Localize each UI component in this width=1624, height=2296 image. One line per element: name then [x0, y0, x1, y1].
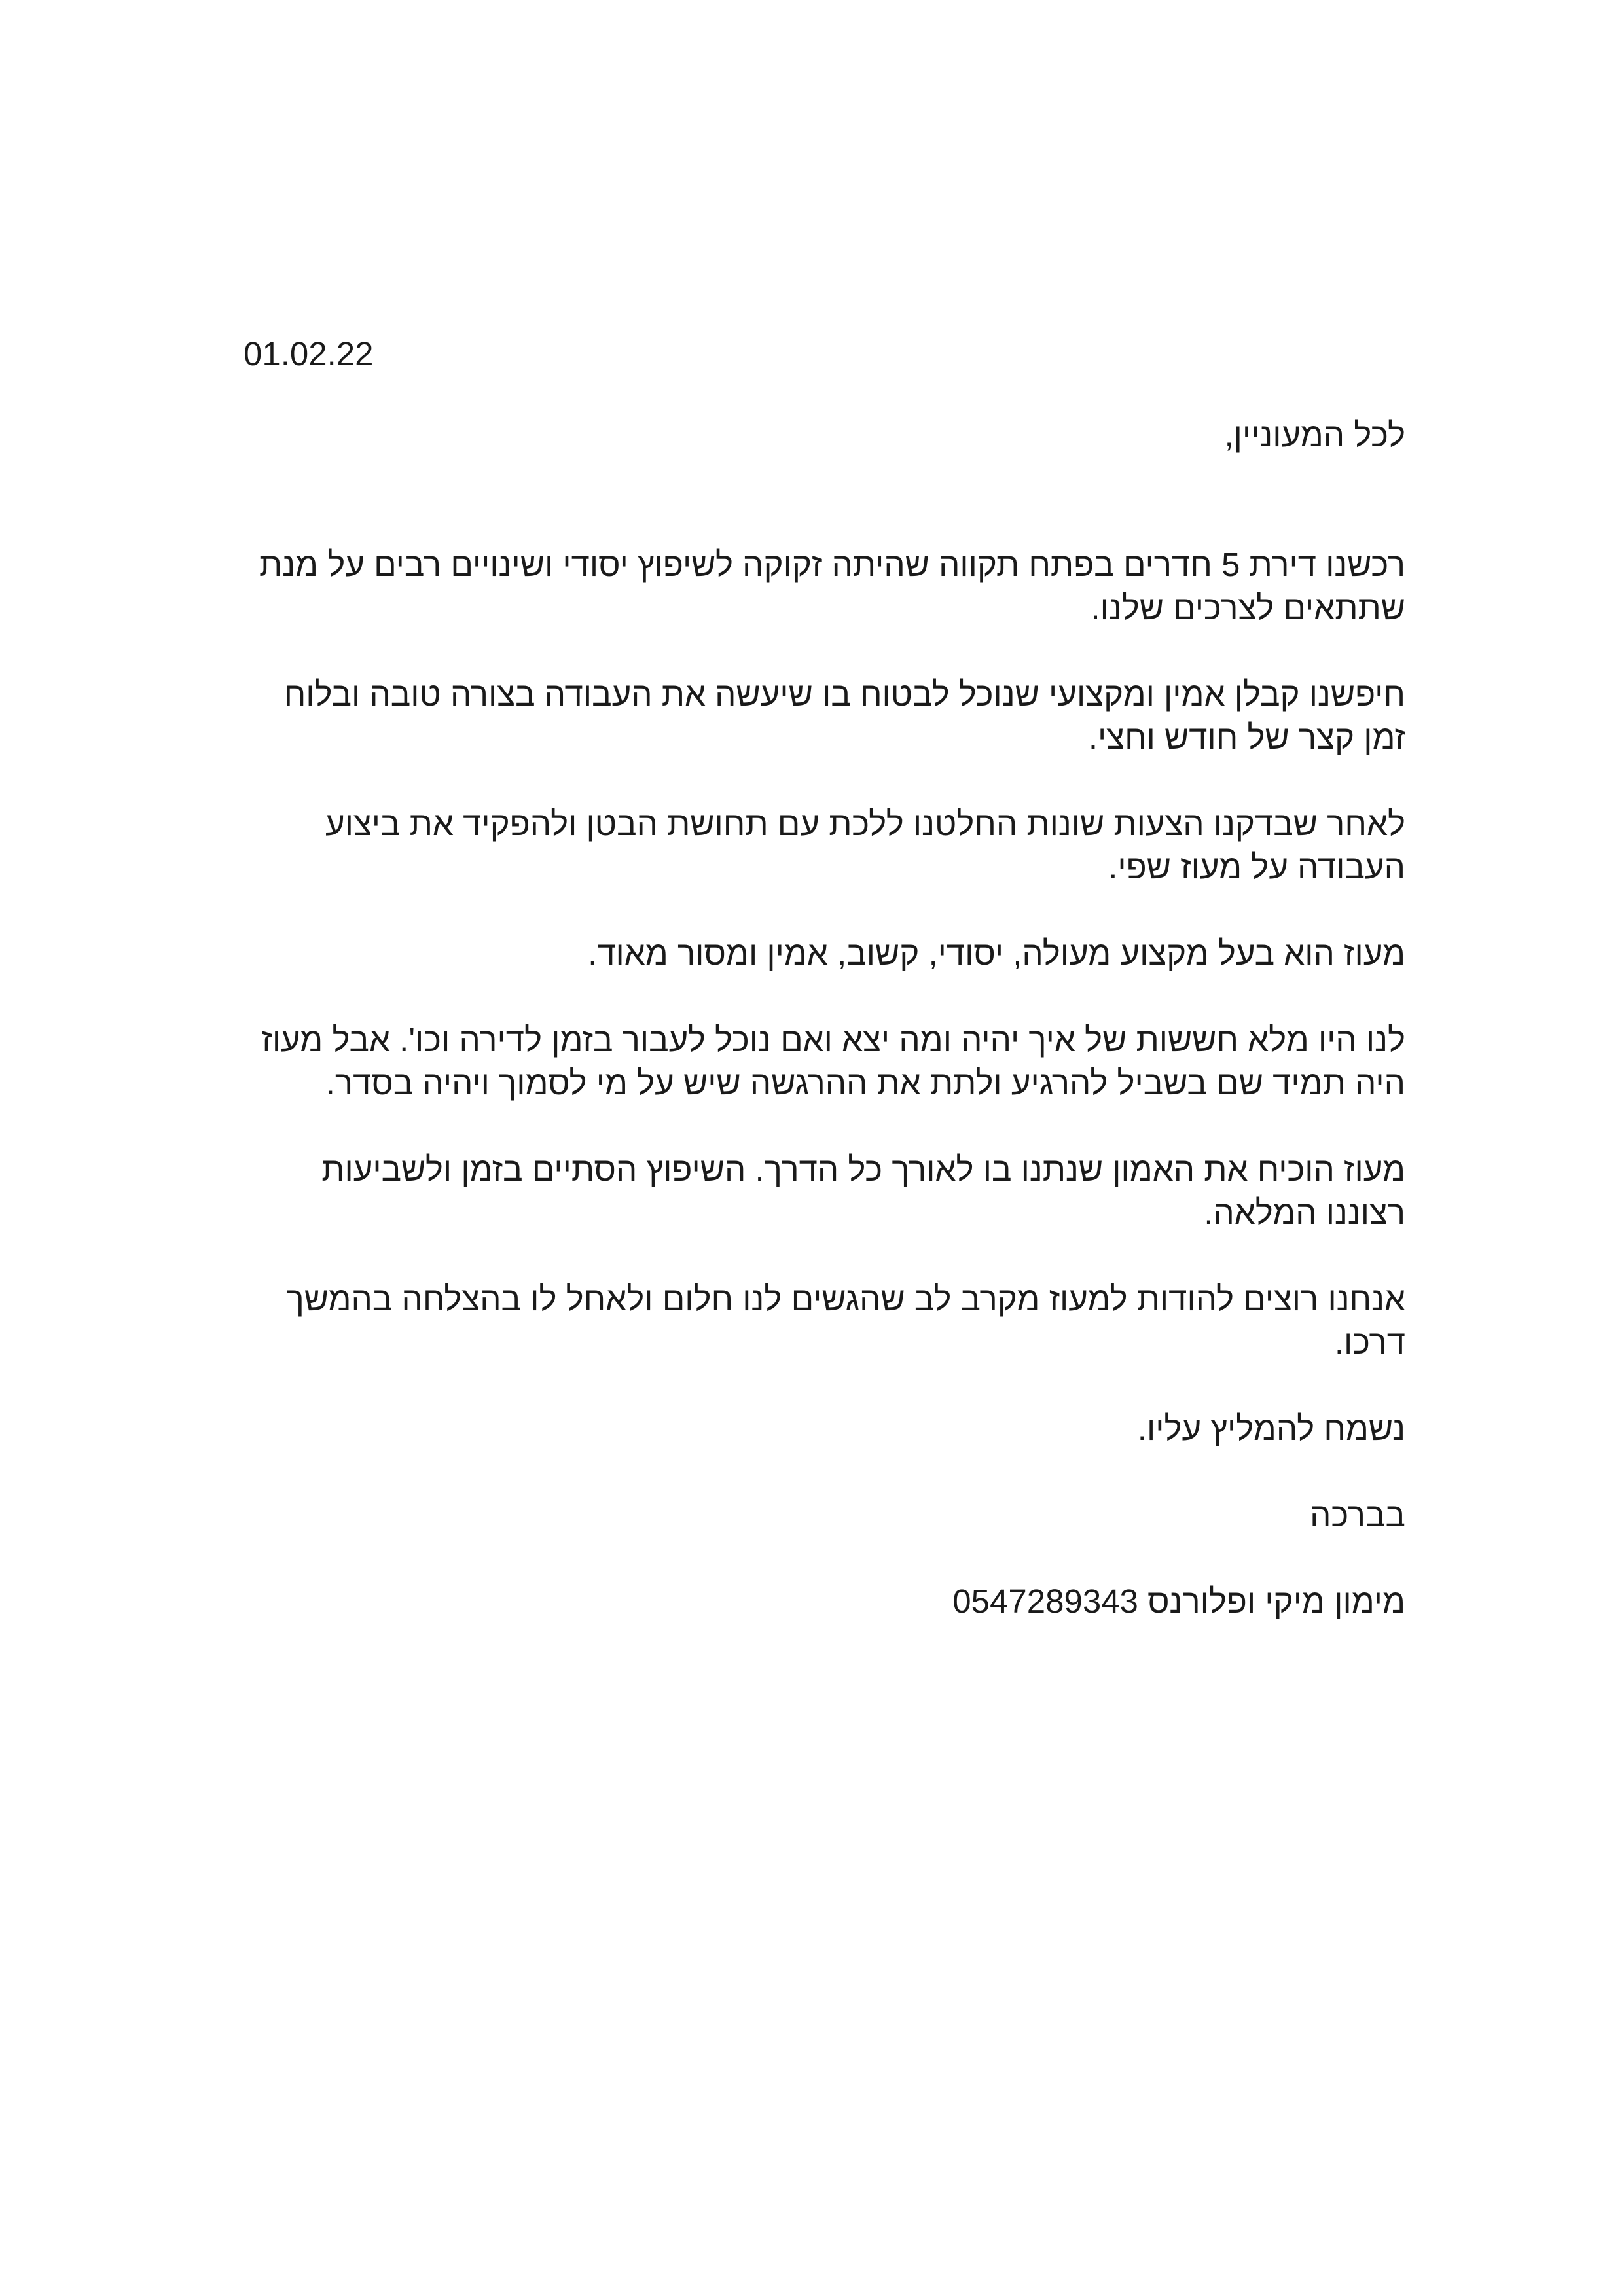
letter-paragraph: לנו היו מלא חששות של איך יהיה ומה יצא ואם נוכל לעבור בזמן לדירה וכו'. אבל מעוז היה תמיד שם בשביל להרגיע ולתת את ההרגשה שיש על מי לסמוך ויהיה בסדר. — [261, 1021, 1405, 1102]
letter-body — [237, 414, 1405, 1623]
letter-paragraph: חיפשנו קבלן אמין ומקצועי שנוכל לבטוח בו שיעשה את העבודה בצורה טובה ובלוח זמן קצר של חודש וחצי. — [283, 675, 1405, 756]
letter-paragraph: מעוז הוכיח את האמון שנתנו בו לאורך כל הדרך. השיפוץ הסתיים בזמן ולשביעות רצוננו המלאה. — [321, 1151, 1405, 1231]
letter-paragraph: מעוז הוא בעל מקצוע מעולה, יסודי, קשוב, אמין ומסור מאוד. — [588, 935, 1405, 972]
letter-paragraph: נשמח להמליץ עליו. — [1137, 1410, 1405, 1447]
letter-paragraph: רכשנו דירת 5 חדרים בפתח תקווה שהיתה זקוקה לשיפוץ יסודי ושינויים רבים על מנת שתתאים לצרכים שלנו. — [259, 546, 1405, 626]
letter-closing: בברכה — [1310, 1496, 1405, 1534]
letter-signature: מימון מיקי ופלורנס 0547289343 — [952, 1583, 1405, 1620]
letter-greeting: לכל המעוניין, — [1224, 416, 1405, 454]
letter-paragraph: לאחר שבדקנו הצעות שונות החלטנו ללכת עם תחושת הבטן ולהפקיד את ביצוע העבודה על מעוז שפי. — [325, 805, 1405, 886]
letter-paragraph: אנחנו רוצים להודות למעוז מקרב לב שהגשים לנו חלום ולאחל לו בהצלחה בהמשך דרכו. — [286, 1280, 1405, 1361]
letter-date: 01.02.22 — [244, 335, 374, 372]
